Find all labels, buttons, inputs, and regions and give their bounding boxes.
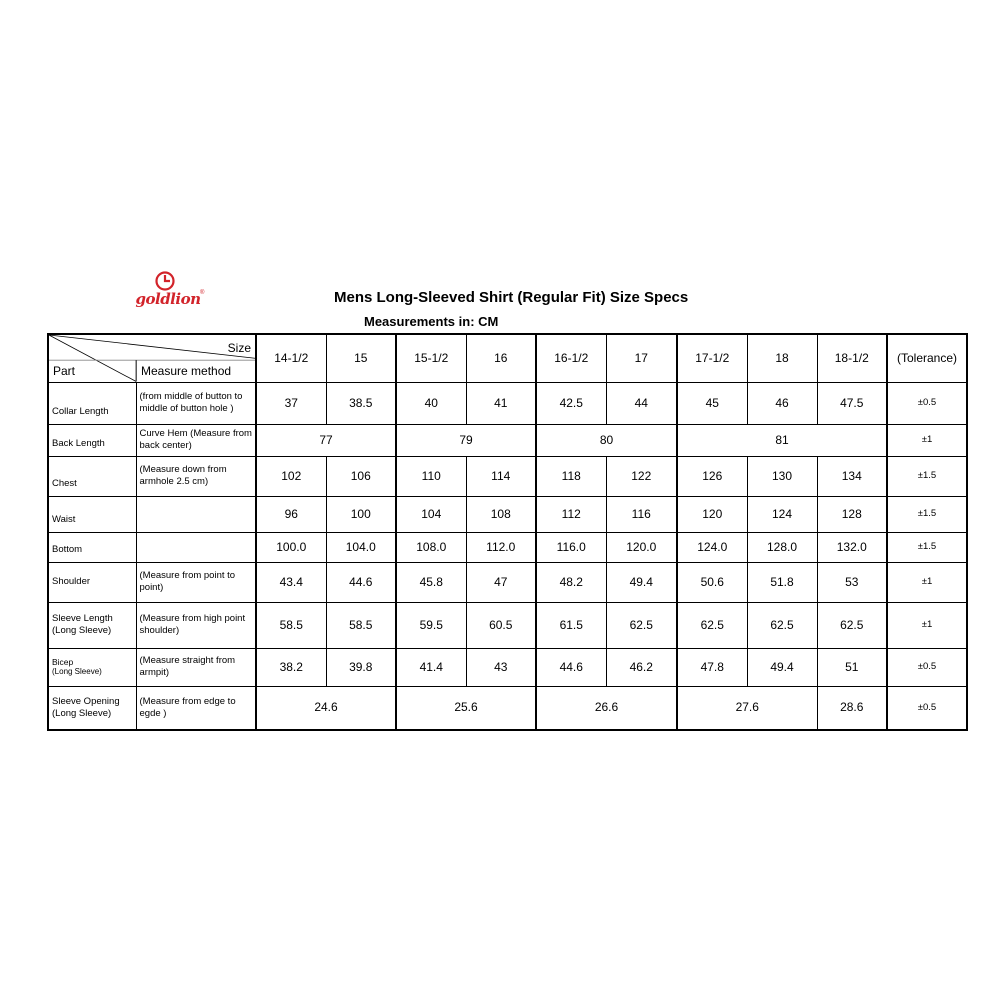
- value-cell: 39.8: [326, 648, 396, 686]
- tolerance-cell: ±0.5: [887, 648, 967, 686]
- value-cell: 45.8: [396, 562, 466, 602]
- merged-value-cell: 80: [536, 424, 677, 456]
- tolerance-cell: ±0.5: [887, 686, 967, 730]
- value-cell: 51.8: [747, 562, 817, 602]
- merged-value-cell: 79: [396, 424, 536, 456]
- value-cell: 43.4: [256, 562, 326, 602]
- value-cell: 116.0: [536, 532, 606, 562]
- table-row: [48, 496, 967, 532]
- size-header: 17-1/2: [677, 334, 747, 382]
- size-header: 18: [747, 334, 817, 382]
- merged-value-cell: 24.6: [256, 686, 396, 730]
- value-cell: 50.6: [677, 562, 747, 602]
- merged-value-cell: 26.6: [536, 686, 677, 730]
- size-header: 16: [466, 334, 536, 382]
- part-header-label: Part: [53, 363, 76, 378]
- value-cell: 43: [466, 648, 536, 686]
- value-cell: 58.5: [256, 602, 326, 648]
- value-cell: 47.8: [677, 648, 747, 686]
- logo-wordmark: goldlion: [135, 290, 201, 308]
- value-cell: 96: [256, 496, 326, 532]
- value-cell: 41: [466, 382, 536, 424]
- value-cell: 124: [747, 496, 817, 532]
- value-cell: 126: [677, 456, 747, 496]
- table-row: [48, 456, 967, 496]
- value-cell: 104.0: [326, 532, 396, 562]
- value-cell: 108.0: [396, 532, 466, 562]
- value-cell: 44: [606, 382, 677, 424]
- value-cell: 49.4: [747, 648, 817, 686]
- table-row: [48, 562, 967, 602]
- table-row: [48, 424, 967, 456]
- value-cell: 132.0: [817, 532, 887, 562]
- table-row: [48, 382, 967, 424]
- tolerance-cell: ±1.5: [887, 532, 967, 562]
- value-cell: 45: [677, 382, 747, 424]
- value-cell: 116: [606, 496, 677, 532]
- value-cell: 44.6: [326, 562, 396, 602]
- value-cell: 46: [747, 382, 817, 424]
- part-label: Bottom: [48, 532, 136, 562]
- value-cell: 47: [466, 562, 536, 602]
- part-label: [48, 648, 136, 686]
- value-cell: 102: [256, 456, 326, 496]
- page-title: Mens Long-Sleeved Shirt (Regular Fit) Size Specs: [334, 289, 689, 306]
- value-cell: 49.4: [606, 562, 677, 602]
- value-cell: 114: [466, 456, 536, 496]
- value-cell: 62.5: [747, 602, 817, 648]
- value-cell: 47.5: [817, 382, 887, 424]
- value-cell: 124.0: [677, 532, 747, 562]
- tolerance-cell: ±1.5: [887, 496, 967, 532]
- measure-method: (from middle of button to middle of button hole ): [136, 382, 256, 424]
- value-cell: 38.2: [256, 648, 326, 686]
- value-cell: 106: [326, 456, 396, 496]
- measure-method: Curve Hem (Measure from back center): [136, 424, 256, 456]
- tolerance-cell: ±1: [887, 602, 967, 648]
- value-cell: 60.5: [466, 602, 536, 648]
- tolerance-cell: ±0.5: [887, 382, 967, 424]
- measure-method: (Measure straight from armpit): [136, 648, 256, 686]
- value-cell: 41.4: [396, 648, 466, 686]
- value-cell: 110: [396, 456, 466, 496]
- tolerance-cell: ±1.5: [887, 456, 967, 496]
- value-cell: 120.0: [606, 532, 677, 562]
- value-cell: 40: [396, 382, 466, 424]
- value-cell: 112: [536, 496, 606, 532]
- table-row: [48, 648, 967, 686]
- part-label-text: Bicep: [52, 656, 74, 667]
- measure-method: [136, 496, 256, 532]
- table-row: [48, 686, 967, 730]
- size-header: 16-1/2: [536, 334, 606, 382]
- merged-value-cell: 28.6: [817, 686, 887, 730]
- value-cell: 42.5: [536, 382, 606, 424]
- tolerance-cell: ±1: [887, 424, 967, 456]
- measure-method: (Measure down from armhole 2.5 cm): [136, 456, 256, 496]
- value-cell: 108: [466, 496, 536, 532]
- part-label: Shoulder: [48, 562, 136, 602]
- value-cell: 118: [536, 456, 606, 496]
- value-cell: 62.5: [606, 602, 677, 648]
- value-cell: 122: [606, 456, 677, 496]
- value-cell: 62.5: [677, 602, 747, 648]
- measurement-unit-subtitle: Measurements in: CM: [364, 314, 499, 329]
- value-cell: 134: [817, 456, 887, 496]
- method-header-label: Measure method: [141, 363, 232, 378]
- size-header: 14-1/2: [256, 334, 326, 382]
- value-cell: 128.0: [747, 532, 817, 562]
- header-row: [48, 334, 967, 382]
- value-cell: 112.0: [466, 532, 536, 562]
- value-cell: 44.6: [536, 648, 606, 686]
- value-cell: 104: [396, 496, 466, 532]
- value-cell: 120: [677, 496, 747, 532]
- part-label: Waist: [48, 496, 136, 532]
- table-row: [48, 602, 967, 648]
- table-row: [48, 532, 967, 562]
- size-header: 18-1/2: [817, 334, 887, 382]
- part-label: Back Length: [48, 424, 136, 456]
- value-cell: 37: [256, 382, 326, 424]
- measure-method: (Measure from edge to egde ): [136, 686, 256, 730]
- value-cell: 61.5: [536, 602, 606, 648]
- part-label: Sleeve Length (Long Sleeve): [48, 602, 136, 648]
- part-label: Collar Length: [48, 382, 136, 424]
- merged-value-cell: 77: [256, 424, 396, 456]
- part-label: Sleeve Opening (Long Sleeve): [48, 686, 136, 730]
- value-cell: 46.2: [606, 648, 677, 686]
- value-cell: 38.5: [326, 382, 396, 424]
- value-cell: 53: [817, 562, 887, 602]
- value-cell: 48.2: [536, 562, 606, 602]
- value-cell: 58.5: [326, 602, 396, 648]
- tolerance-header: (Tolerance): [887, 334, 967, 382]
- measure-method: [136, 532, 256, 562]
- value-cell: 130: [747, 456, 817, 496]
- size-header: 15-1/2: [396, 334, 466, 382]
- part-label-note: (Long Sleeve): [52, 667, 102, 677]
- size-header-label: Size: [227, 341, 251, 355]
- merged-value-cell: 81: [677, 424, 887, 456]
- measure-method: (Measure from point to point): [136, 562, 256, 602]
- size-spec-table: [47, 333, 968, 731]
- header-corner-cell: [48, 334, 256, 382]
- value-cell: 100.0: [256, 532, 326, 562]
- brand-logo: [128, 268, 208, 320]
- value-cell: 128: [817, 496, 887, 532]
- registered-mark: ®: [200, 290, 205, 296]
- measure-method: (Measure from high point shoulder): [136, 602, 256, 648]
- merged-value-cell: 25.6: [396, 686, 536, 730]
- size-header: 15: [326, 334, 396, 382]
- size-header: 17: [606, 334, 677, 382]
- value-cell: 51: [817, 648, 887, 686]
- value-cell: 100: [326, 496, 396, 532]
- goldlion-g-mark-icon: [154, 270, 176, 292]
- tolerance-cell: ±1: [887, 562, 967, 602]
- merged-value-cell: 27.6: [677, 686, 817, 730]
- value-cell: 59.5: [396, 602, 466, 648]
- part-label: Chest: [48, 456, 136, 496]
- value-cell: 62.5: [817, 602, 887, 648]
